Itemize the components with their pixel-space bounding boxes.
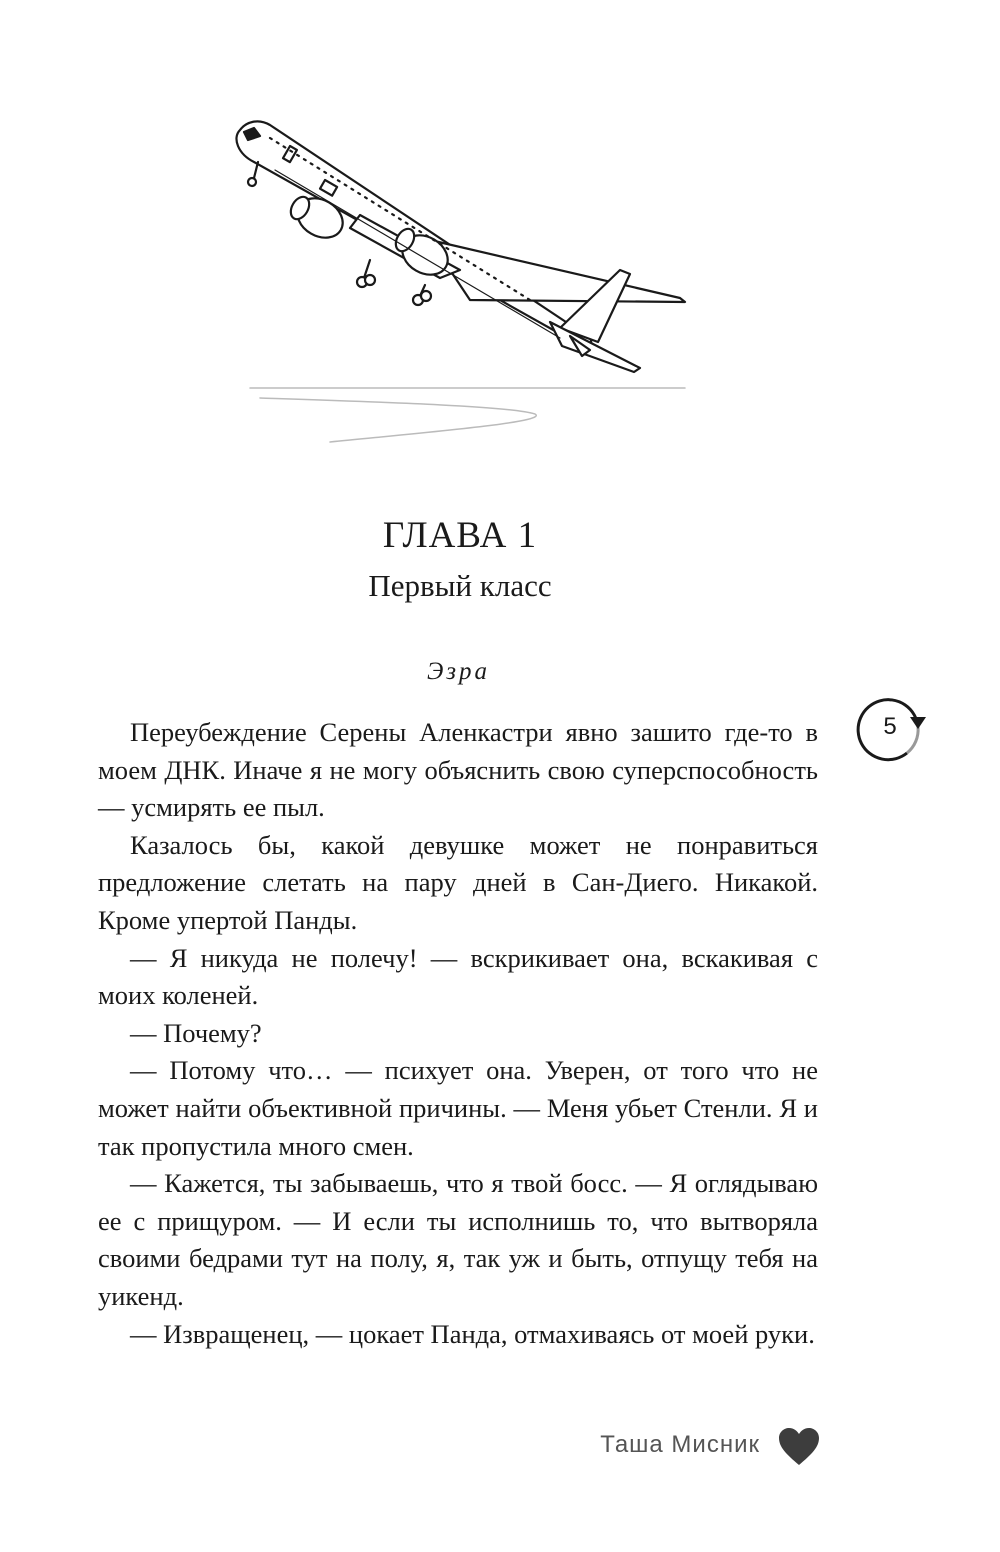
author-name: Таша Мисник xyxy=(600,1431,760,1458)
pov-character-name: Эзра xyxy=(426,658,491,685)
paragraph: — Почему? xyxy=(130,1017,262,1048)
paragraph: — Потому что… — психует она. Уверен, от того что не может найти объективной причины. — Меня убьет Стенли. Я и так пропустила много смен. xyxy=(98,1055,818,1161)
airplane-illustration xyxy=(230,110,700,460)
page-number: 5 xyxy=(883,713,897,740)
paragraph: — Извращенец, — цокает Панда, отмахиваясь от моей руки. xyxy=(130,1318,815,1349)
paragraph: — Кажется, ты забываешь, что я твой босс. — Я оглядываю ее с прищуром. — И если ты исполнишь то, что вытворяла своими бедрами тут на полу, я, так уж и быть, отпущу тебя на уикенд. xyxy=(98,1168,818,1311)
paragraph: — Я никуда не полечу! — вскрикивает она, вскакивая с моих коленей. xyxy=(98,942,818,1011)
chapter-body xyxy=(98,714,818,1353)
chapter-number: ГЛАВА 1 xyxy=(382,515,538,556)
chapter-title: Первый класс xyxy=(368,568,552,603)
paragraph: Казалось бы, какой девушке может не понравиться предложение слетать на пару дней в Сан-Диего. Никакой. Кроме упертой Панды. xyxy=(98,829,818,935)
paragraph: Переубеждение Серены Аленкастри явно зашито где-то в моем ДНК. Иначе я не могу объяснить свою суперспособность — усмирять ее пыл. xyxy=(98,717,818,823)
page-footer xyxy=(560,1425,820,1473)
heart-icon xyxy=(778,1427,820,1467)
